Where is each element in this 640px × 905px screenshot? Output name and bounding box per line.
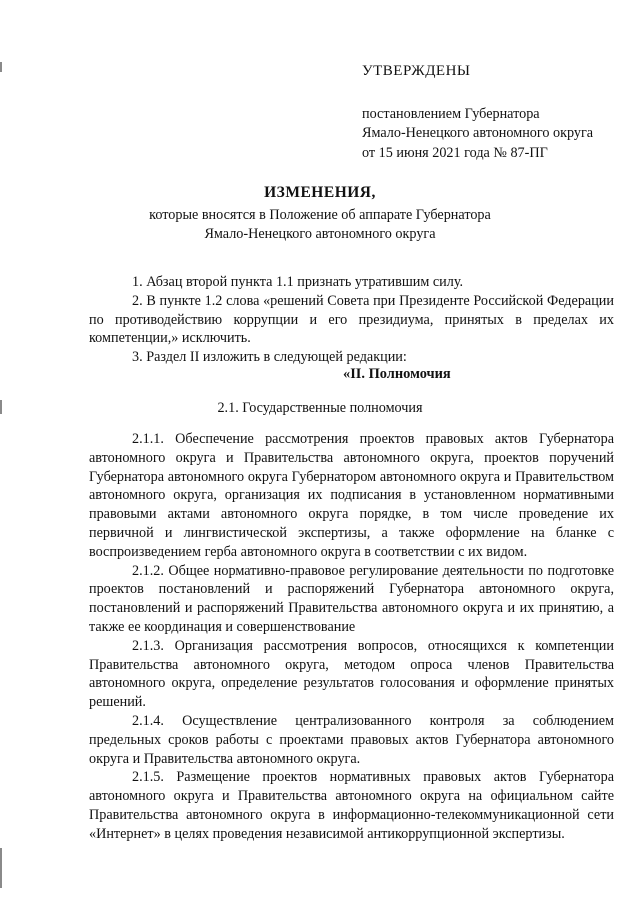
clause-paragraph: 2.1.5. Размещение проектов нормативных правовых актов Губернатора автономного округа и Правительства автономного округа на официальном сайте Правительства автономного округа в информационно-телекоммуникационной сети «Интернет» в целях проведения независимой антикоррупционной экспертизы. [89,769,614,842]
document-title: ИЗМЕНЕНИЯ, [264,184,376,201]
item-paragraph: 2. В пункте 1.2 слова «решений Совета при Президенте Российской Федерации по противодействию коррупции и его президиума, принятых в пределах их компетенции,» исключить. [89,292,614,347]
section-subtitle: 2.1. Государственные полномочия [217,400,423,416]
approval-line: постановлением Губернатора [362,105,540,122]
approval-stamp [362,62,622,163]
clause-paragraph: 2.1.2. Общее нормативно-правовое регулирование деятельности по подготовке проектов постановлений и распоряжений Губернатора автономного округа, постановлений и распоряжений Правительства автономного округа и их принятию, а также ее координация и совершенствование [89,562,614,635]
document-subtitle: Ямало-Ненецкого автономного округа [204,226,436,242]
clause-paragraph: 2.1.3. Организация рассмотрения вопросов, относящихся к компетенции Правительства автономного округа, методом опроса членов Правительства автономного округа, определение результатов голосования и оформление принятых решений. [89,637,614,711]
approval-heading: УТВЕРЖДЕНЫ [362,63,471,79]
section-title: «II. Полномочия [343,366,451,382]
clauses [89,430,614,844]
approval-line: от 15 июня 2021 года № 87-ПГ [362,144,548,161]
item-paragraph: 3. Раздел II изложить в следующей редакции: [132,349,407,366]
clause-paragraph: 2.1.4. Осуществление централизованного контроля за соблюдением предельных сроков работы с проектами правовых актов Губернатора автономного округа и Правительства автономного округа. [89,712,614,767]
item-paragraph: 1. Абзац второй пункта 1.1 признать утратившим силу. [132,274,464,290]
scan-edge-mark [0,62,2,72]
scan-edge-mark [0,400,2,414]
approval-line: Ямало-Ненецкого автономного округа [362,125,594,141]
amendment-items [89,273,614,367]
clause-paragraph: 2.1.1. Обеспечение рассмотрения проектов правовых актов Губернатора автономного округа и Правительства автономного округа, проектов поручений Губернатора автономного округа Губернатором автономного округа и Правительством автономного округа, организация их подписания в установленном нормативными правовыми актами автономного округа порядке, в том числе проведение их первичной и лингвистической экспертизы, а также оформление на бланке с воспроизведением герба автономного округа в соответствии с их видом. [89,431,614,560]
document-subtitle: которые вносятся в Положение об аппарате Губернатора [149,207,491,223]
scan-edge-mark [0,848,2,888]
